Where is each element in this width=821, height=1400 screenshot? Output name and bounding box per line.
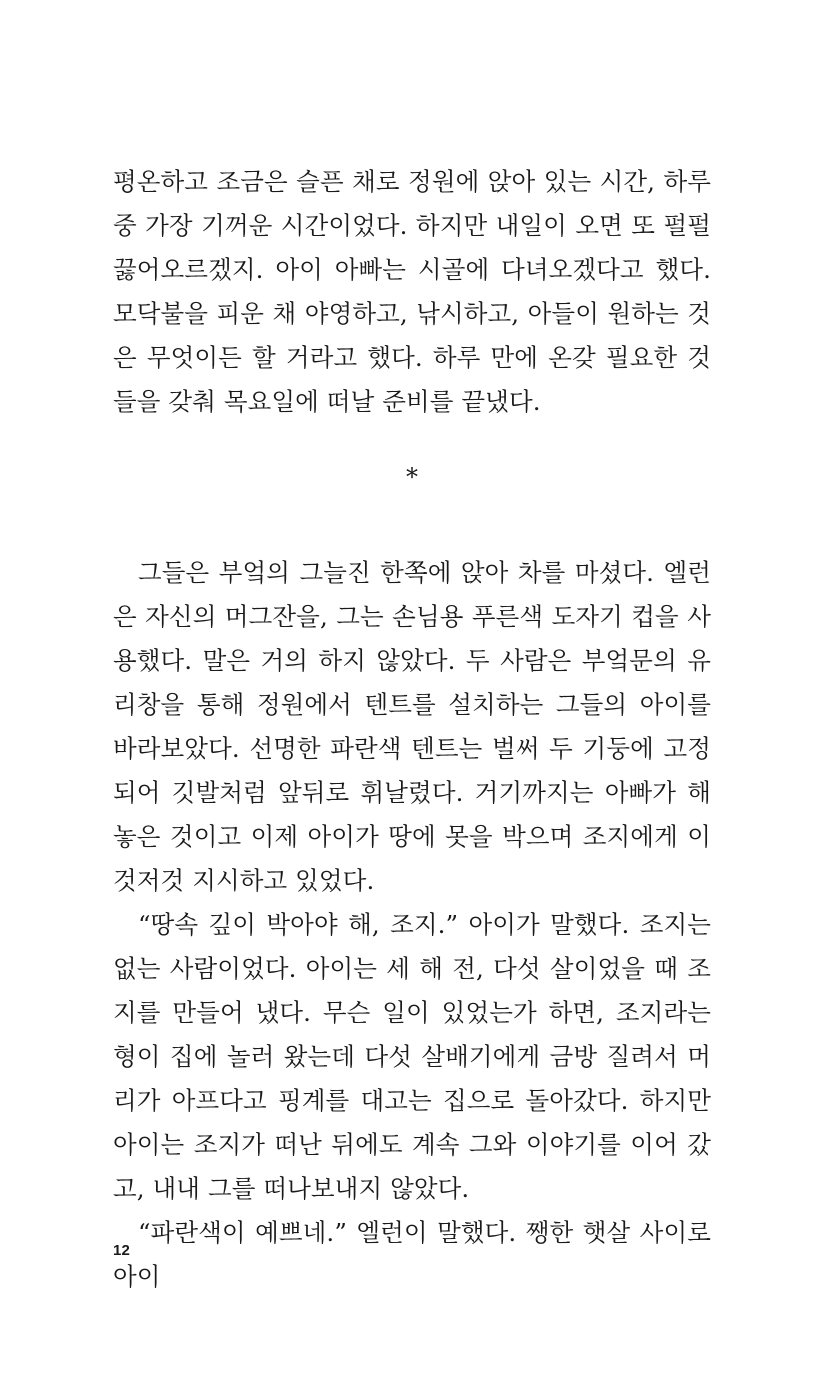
section-break-asterisk: *	[406, 463, 418, 491]
page-number: 12	[113, 1242, 131, 1259]
paragraph: “땅속 깊이 박아야 해, 조지.” 아이가 말했다. 조지는 없는 사람이었다. 아이는 세 해 전, 다섯 살이었을 때 조지를 만들어 냈다. 무슨 일이 있었는가 하면, 조지라는 형이 집에 놀러 왔는데 다섯 살배기에게 금방 질려서 머리가 아프다고 핑계를 대고는 집으로 돌아갔다. 하지만 아이는 조지가 떠난 뒤에도 계속 그와 이야기를 이어 갔고, 내내 그를 떠나보내지 않았다.	[113, 910, 711, 1203]
paragraph: 그들은 부엌의 그늘진 한쪽에 앉아 차를 마셨다. 엘런은 자신의 머그잔을, 그는 손님용 푸른색 도자기 컵을 사용했다. 말은 거의 하지 않았다. 두 사람은 부엌문의 유리창을 통해 정원에서 텐트를 설치하는 그들의 아이를 바라보았다. 선명한 파란색 텐트는 벌써 두 기둥에 고정되어 깃발처럼 앞뒤로 휘날렸다. 거기까지는 아빠가 해 놓은 것이고 이제 아이가 땅에 못을 박으며 조지에게 이것저것 지시하고 있었다.	[113, 558, 711, 895]
paragraph: “파란색이 예쁘네.” 엘런이 말했다. 쨍한 햇살 사이로 아이	[113, 1218, 711, 1291]
paragraph: 평온하고 조금은 슬픈 채로 정원에 앉아 있는 시간, 하루 중 가장 기꺼운 시간이었다. 하지만 내일이 오면 또 펄펄 끓어오르겠지. 아이 아빠는 시골에 다녀오겠다고 했다. 모닥불을 피운 채 야영하고, 낚시하고, 아들이 원하는 것은 무엇이든 할 거라고 했다. 하루 만에 온갖 필요한 것들을 갖춰 목요일에 떠날 준비를 끝냈다.	[113, 167, 711, 416]
body-text-block-two	[113, 551, 711, 1299]
body-text-block-one	[113, 160, 711, 424]
